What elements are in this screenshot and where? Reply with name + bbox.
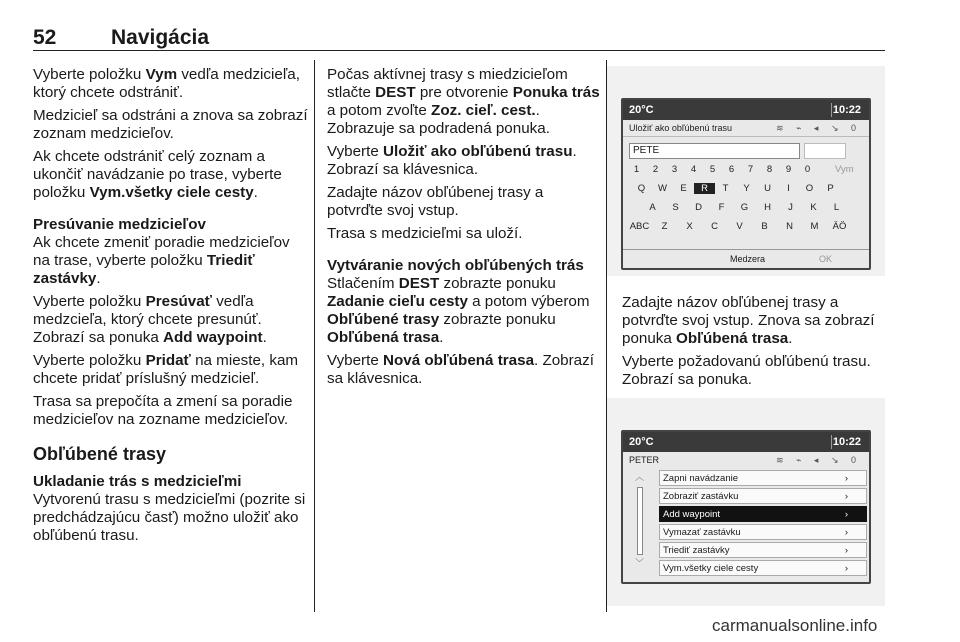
section-heading-move: Presúvanie medzicieľov	[33, 216, 206, 233]
paragraph: Vyberte položku Presúvať vedľa medzcieľa, ktorý chcete presunúť. Zobrazí sa ponuka Add waypoint.	[33, 293, 267, 346]
menu-item-label: Add waypoint	[663, 509, 721, 520]
paragraph: Stlačením DEST zobrazte ponuku Zadanie cieľu cesty a potom výberom Obľúbené trasy zobrazte ponuku Obľúbená trasa.	[327, 275, 590, 346]
infotainment-screen	[621, 98, 871, 270]
digit-row[interactable]	[627, 164, 817, 175]
column-2	[327, 66, 602, 393]
status-icons: ≋ ⌁ ◂ ↘ 0	[775, 455, 861, 465]
header-rule	[33, 50, 885, 51]
paragraph: Vyberte položku Pridať na mieste, kam chcete pridať príslušný medzicieľ.	[33, 352, 299, 387]
paragraph: Vyberte položku Vym vedľa medzicieľa, ktorý chcete odstrániť.	[33, 66, 300, 101]
menu-item-label: Zapni navádzanie	[663, 473, 738, 484]
key[interactable]: H	[764, 202, 771, 213]
key[interactable]: P	[827, 183, 834, 194]
scrollbar[interactable]	[637, 487, 643, 555]
menu-item[interactable]	[659, 506, 867, 522]
key[interactable]: D	[695, 202, 702, 213]
paragraph: Medzicieľ sa odstráni a znova sa zobrazí zoznam medzicieľov.	[33, 107, 308, 142]
key[interactable]: I	[787, 183, 790, 194]
key[interactable]: K	[810, 202, 817, 213]
paragraph: Zadajte názov obľúbenej trasy a potvrďte svoj vstup. Znova sa zobrazí ponuka Obľúbená trasa.	[622, 294, 875, 347]
ok-key[interactable]: OK	[819, 254, 833, 264]
menu-item-label: Zobraziť zastávku	[663, 491, 739, 502]
section-heading-favourites: Obľúbené trasy	[33, 444, 166, 464]
key[interactable]: L	[833, 202, 840, 213]
screenshot-menu	[607, 398, 885, 606]
menu-item-label: Vymazať zastávku	[663, 527, 741, 538]
chevron-right-icon: ›	[844, 491, 848, 502]
chevron-right-icon: ›	[844, 473, 848, 484]
key[interactable]: E	[680, 183, 687, 194]
key[interactable]: W	[658, 183, 667, 194]
subsection-heading-create: Vytváranie nových obľúbených trás	[327, 257, 584, 274]
key[interactable]: Y	[743, 183, 750, 194]
status-bar	[623, 432, 869, 452]
subsection-heading-save: Ukladanie trás s medzicieľmi	[33, 473, 242, 490]
space-key[interactable]: Medzera	[730, 254, 766, 264]
key[interactable]: 2	[652, 164, 659, 175]
scroll-down-icon[interactable]: ﹀	[635, 558, 645, 568]
key[interactable]: 5	[709, 164, 716, 175]
paragraph: Zadajte názov obľúbenej trasy a potvrďte svoj vstup.	[327, 184, 544, 219]
page-number: 52	[33, 26, 57, 49]
menu-item[interactable]	[659, 470, 867, 486]
paragraph: Vyberte požadovanú obľúbenú trasu. Zobrazí sa ponuka.	[622, 353, 871, 388]
chevron-right-icon: ›	[844, 527, 848, 538]
key[interactable]: B	[761, 221, 768, 232]
page-header	[33, 26, 209, 50]
paragraph: Počas aktívnej trasy s miedzicieľom stlačte DEST pre otvorenie Ponuka trás a potom zvoľte Zoz. cieľ. cest.. Zobrazuje sa podradená ponuka.	[327, 66, 600, 137]
key[interactable]: A	[649, 202, 656, 213]
key[interactable]: 0	[804, 164, 811, 175]
key[interactable]: 8	[766, 164, 773, 175]
chevron-right-icon: ›	[844, 545, 848, 556]
chevron-right-icon: ›	[844, 563, 848, 574]
key[interactable]: J	[788, 202, 793, 213]
paragraph: Vytvorenú trasu s medzicieľmi (pozrite si predchádzajúcu časť) možno uložiť ako obľúbenú trasu.	[33, 491, 306, 544]
paragraph: Trasa s medzicieľmi sa uloží.	[327, 225, 523, 242]
key[interactable]: 4	[690, 164, 697, 175]
page-title: Navigácia	[111, 26, 210, 49]
screen-subtitle: Uložiť ako obľúbenú trasu ≋ ⌁ ◂ ↘ 0	[623, 120, 869, 137]
status-icons: ≋ ⌁ ◂ ↘ 0	[775, 123, 861, 133]
key[interactable]: F	[718, 202, 725, 213]
key[interactable]: R	[694, 183, 715, 194]
input-suggestion-box	[804, 143, 846, 159]
temperature: 20°C	[629, 104, 654, 116]
key[interactable]: ÄÖ	[832, 221, 847, 232]
key[interactable]: C	[711, 221, 718, 232]
key[interactable]: 7	[747, 164, 754, 175]
column-divider-1	[314, 60, 315, 612]
key[interactable]: V	[736, 221, 743, 232]
paragraph: Vyberte Nová obľúbená trasa. Zobrazí sa klávesnica.	[327, 352, 594, 387]
delete-key[interactable]: Vym	[835, 164, 854, 175]
key[interactable]: 9	[785, 164, 792, 175]
key[interactable]: G	[740, 202, 749, 213]
screenshot-keyboard	[607, 66, 885, 276]
key[interactable]: ABC	[629, 221, 650, 232]
status-bar	[623, 100, 869, 120]
key[interactable]: U	[764, 183, 771, 194]
temperature: 20°C	[629, 436, 654, 448]
key-row-3[interactable]	[627, 221, 852, 232]
chevron-right-icon: ›	[844, 509, 848, 520]
bottom-bar	[623, 249, 869, 268]
key[interactable]: M	[810, 221, 819, 232]
key[interactable]: Q	[637, 183, 646, 194]
infotainment-screen	[621, 430, 871, 584]
key[interactable]: Z	[661, 221, 668, 232]
screen-subtitle: PETER ≋ ⌁ ◂ ↘ 0	[623, 452, 869, 468]
column-1	[33, 66, 309, 550]
key[interactable]: 6	[728, 164, 735, 175]
menu-item[interactable]	[659, 488, 867, 504]
clock: 10:22	[832, 436, 861, 448]
menu-item[interactable]	[659, 560, 867, 576]
paragraph: Trasa sa prepočíta a zmení sa poradie medzicieľov na zozname medzicieľov.	[33, 393, 293, 428]
menu-item-label: Triediť zastávky	[663, 545, 730, 556]
key-row-2[interactable]	[641, 202, 848, 213]
key[interactable]: 3	[671, 164, 678, 175]
column-3	[622, 294, 890, 394]
paragraph: Vyberte Uložiť ako obľúbenú trasu. Zobrazí sa klávesnica.	[327, 143, 577, 178]
key[interactable]: N	[786, 221, 793, 232]
menu-item[interactable]	[659, 542, 867, 558]
paragraph: Ak chcete zmeniť poradie medzicieľov na trase, vyberte položku Triediť zastávky.	[33, 234, 290, 287]
menu-item[interactable]	[659, 524, 867, 540]
clock: 10:22	[832, 104, 861, 116]
key[interactable]: S	[672, 202, 679, 213]
key[interactable]: T	[722, 183, 729, 194]
menu-item-label: Vym.všetky ciele cesty	[663, 563, 759, 574]
key-row-1[interactable]	[631, 183, 841, 194]
key[interactable]: O	[805, 183, 814, 194]
scroll-up-icon[interactable]: ︿	[635, 472, 645, 482]
name-input[interactable]: PETE	[629, 143, 800, 159]
key[interactable]: X	[686, 221, 693, 232]
watermark: carmanualsonline.info	[712, 616, 878, 635]
paragraph: Ak chcete odstrániť celý zoznam a ukončiť navádzanie po trase, vyberte položku Vym.všetky ciele cesty.	[33, 148, 282, 201]
key[interactable]: 1	[633, 164, 640, 175]
